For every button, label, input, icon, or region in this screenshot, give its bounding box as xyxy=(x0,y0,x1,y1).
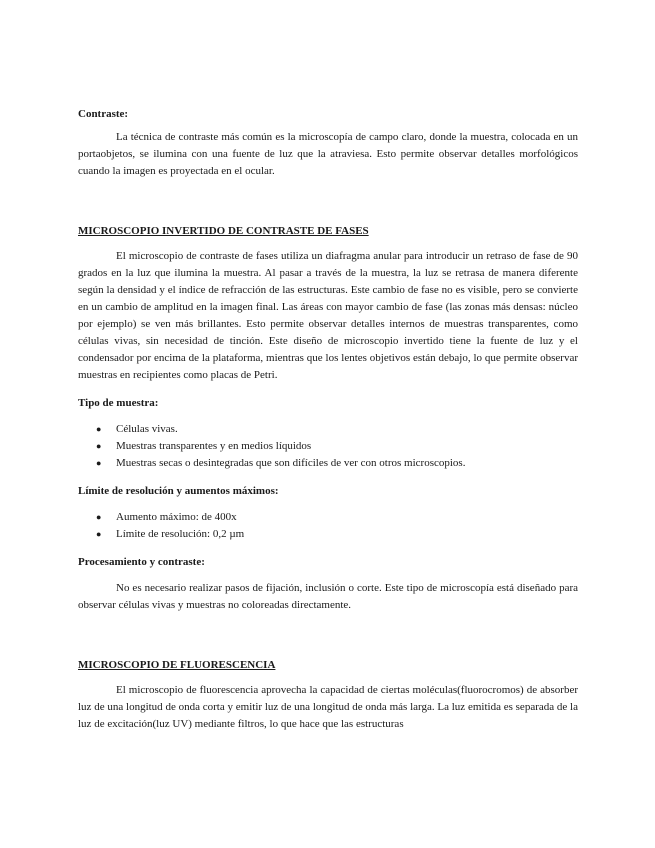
invertido-section-title: MICROSCOPIO INVERTIDO DE CONTRASTE DE FASES xyxy=(78,225,369,237)
bullet-icon: ● xyxy=(96,458,102,468)
fluorescencia-section-title: MICROSCOPIO DE FLUORESCENCIA xyxy=(78,659,276,671)
list-item: ● Células vivas. xyxy=(78,421,578,438)
list-item: ● Límite de resolución: 0,2 µm xyxy=(78,526,578,543)
list-item: ● Muestras secas o desintegradas que son difíciles de ver con otros microscopios. xyxy=(78,455,578,472)
list-item: ● Aumento máximo: de 400x xyxy=(78,509,578,526)
procesamiento-heading: Procesamiento y contraste: xyxy=(78,556,205,568)
limite-resolucion-heading: Límite de resolución y aumentos máximos: xyxy=(78,485,279,497)
fluorescencia-paragraph: El microscopio de fluorescencia aprovecha la capacidad de ciertas moléculas(fluorocromos) de absorber luz de una longitud de onda corta y emitir luz de una longitud de onda más larga. La luz emitida es separada de la luz de excitación(luz UV) mediante filtros, lo que hace que las estructuras xyxy=(78,684,578,730)
limite-resolucion-list xyxy=(78,509,578,543)
list-item: ● Muestras transparentes y en medios líquidos xyxy=(78,438,578,455)
contraste-paragraph: La técnica de contraste más común es la microscopía de campo claro, donde la muestra, colocada en un portaobjetos, se ilumina con una fuente de luz que la atraviesa. Esto permite observar detalles morfológicos cuando la imagen es proyectada en el ocular. xyxy=(78,131,578,177)
bullet-icon: ● xyxy=(96,441,102,451)
page-content xyxy=(78,106,578,733)
contraste-heading: Contraste: xyxy=(78,108,129,120)
bullet-icon: ● xyxy=(96,424,102,434)
invertido-intro-paragraph: El microscopio de contraste de fases utiliza un diafragma anular para introducir un retraso de fase de 90 grados en la luz que ilumina la muestra. Al pasar a través de la muestra, la luz se retrasa de manera diferente según la densidad y el índice de refracción de las estructuras. Este cambio de fase no es visible, pero se convierte en un cambio de amplitud en la imagen final. Las áreas con mayor cambio de fase (las zonas más densas: núcleo por ejemplo) se ven más brillantes. Esto permite observar detalles internos de muestras transparentes, como células vivas, sin necesidad de tinción. Este diseño de microscopio invertido tiene la fuente de luz y el condensador por encima de la plataforma, mientras que los lentes objetivos están debajo, lo que permite observar muestras en recipientes como placas de Petri. xyxy=(78,250,578,381)
procesamiento-paragraph: No es necesario realizar pasos de fijación, inclusión o corte. Este tipo de microscopía está diseñado para observar células vivas y muestras no coloreadas directamente. xyxy=(78,582,578,611)
tipo-muestra-heading: Tipo de muestra: xyxy=(78,397,159,409)
tipo-muestra-list xyxy=(78,421,578,472)
bullet-icon: ● xyxy=(96,529,102,539)
bullet-icon: ● xyxy=(96,512,102,522)
